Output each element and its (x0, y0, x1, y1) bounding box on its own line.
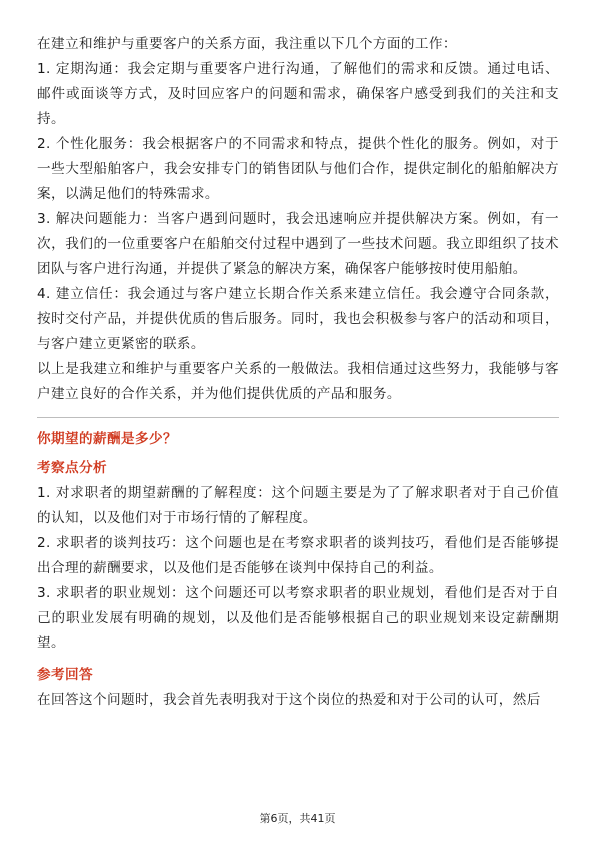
point-item-4: 4. 建立信任：我会通过与客户建立长期合作关系来建立信任。我会遵守合同条款，按时交付产品，并提供优质的售后服务。同时，我也会积极参与客户的活动和项目，与客户建立更紧密的联系。 (37, 286, 559, 352)
page-number: 第6页，共41页 (259, 812, 336, 825)
analysis-item-3: 3. 求职者的职业规划：这个问题还可以考察求职者的职业规划，看他们是否对于自己的职业发展有明确的规划，以及他们是否能够根据自己的职业规划来设定薪酬期望。 (37, 585, 559, 651)
analysis-item-2: 2. 求职者的谈判技巧：这个问题也是在考察求职者的谈判技巧，看他们是否能够提出合理的薪酬要求，以及他们是否能够在谈判中保持自己的利益。 (37, 535, 559, 576)
analysis-item-1: 1. 对求职者的期望薪酬的了解程度：这个问题主要是为了了解求职者对于自己价值的认知，以及他们对于市场行情的了解程度。 (37, 485, 559, 526)
summary-paragraph: 以上是我建立和维护与重要客户关系的一般做法。我相信通过这些努力，我能够与客户建立良好的合作关系，并为他们提供优质的产品和服务。 (37, 361, 559, 402)
point-item-3: 3. 解决问题能力：当客户遇到问题时，我会迅速响应并提供解决方案。例如，有一次，我们的一位重要客户在船舶交付过程中遇到了一些技术问题。我立即组织了技术团队与客户进行沟通，并提供了紧急的解决方案，确保客户能够按时使用船舶。 (37, 211, 559, 277)
section-divider (37, 417, 559, 418)
point-item-2: 2. 个性化服务：我会根据客户的不同需求和特点，提供个性化的服务。例如，对于一些大型船舶客户，我会安排专门的销售团队与他们合作，提供定制化的船舶解决方案，以满足他们的特殊需求。 (37, 136, 559, 202)
section-gap (37, 656, 559, 664)
reference-answer: 在回答这个问题时，我会首先表明我对于这个岗位的热爱和对于公司的认可，然后 (37, 692, 541, 708)
analysis-heading: 考察点分析 (37, 460, 107, 476)
point-item-1: 1. 定期沟通：我会定期与重要客户进行沟通，了解他们的需求和反馈。通过电话、邮件或面谈等方式，及时回应客户的问题和需求，确保客户感受到我们的关注和支持。 (37, 61, 559, 127)
question-title: 你期望的薪酬是多少？ (37, 431, 177, 447)
intro-paragraph: 在建立和维护与重要客户的关系方面，我注重以下几个方面的工作： (37, 36, 457, 52)
reference-heading: 参考回答 (37, 667, 93, 683)
document-body (37, 32, 559, 713)
